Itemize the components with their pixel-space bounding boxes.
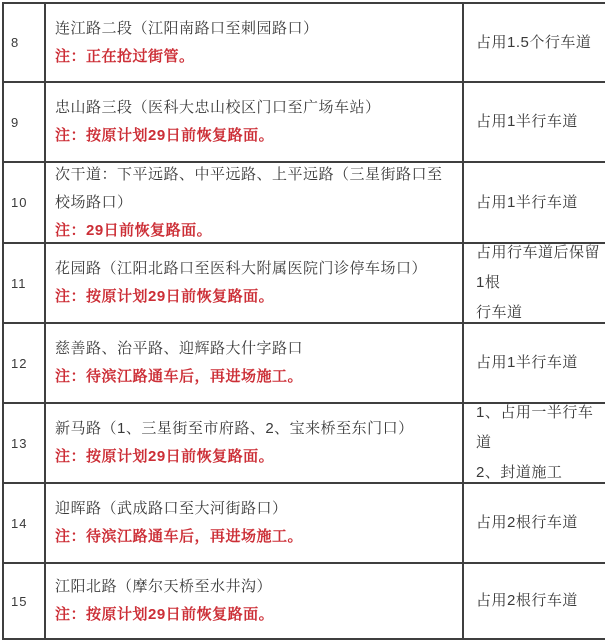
note-text: 注：待滨江路通车后，再进场施工。 <box>55 528 304 545</box>
lane-occupation-line: 占用1.5个行车道 <box>476 33 592 51</box>
row-description-cell <box>46 4 464 81</box>
lane-occupation-line: 行车道 <box>476 304 523 321</box>
row-description-cell <box>46 163 464 242</box>
note-text: 注：按原计划29日前恢复路面。 <box>55 448 275 465</box>
lane-occupation-cell <box>464 244 605 322</box>
table-row <box>4 484 605 564</box>
table-row <box>4 163 605 244</box>
lane-occupation-line: 占用1半行车道 <box>476 354 578 371</box>
row-number: 10 <box>4 163 46 242</box>
lane-occupation-line: 占用2根行车道 <box>476 514 578 531</box>
table-row <box>4 564 605 638</box>
row-number: 15 <box>4 564 46 638</box>
road-name: 迎晖路（武成路口至大河街路口） <box>55 500 288 517</box>
row-description-cell <box>46 324 464 402</box>
road-name: 连江路二段（江阳南路口至刺园路口） <box>55 19 319 37</box>
note-text: 注：29日前恢复路面。 <box>55 221 213 239</box>
road-name: 慈善路、治平路、迎辉路大什字路口 <box>55 340 304 357</box>
lane-occupation-line: 2、封道施工 <box>476 464 563 481</box>
table-row <box>4 83 605 163</box>
row-number: 8 <box>4 4 46 81</box>
lane-occupation-line: 占用1半行车道 <box>476 113 578 130</box>
lane-occupation-cell <box>464 83 605 161</box>
row-number: 9 <box>4 83 46 161</box>
note-text: 注：按原计划29日前恢复路面。 <box>55 606 275 623</box>
row-description-cell <box>46 83 464 161</box>
lane-occupation-cell <box>464 163 605 242</box>
road-name: 江阳北路（摩尔天桥至水井沟） <box>55 578 273 595</box>
table-row <box>4 244 605 324</box>
row-number: 14 <box>4 484 46 562</box>
lane-occupation-cell <box>464 4 605 81</box>
note-text: 注：按原计划29日前恢复路面。 <box>55 127 275 144</box>
lane-occupation-line: 占用1半行车道 <box>476 193 578 211</box>
lane-occupation-line: 占用行车道后保留1根 <box>476 244 601 291</box>
row-description-cell <box>46 484 464 562</box>
lane-occupation-cell <box>464 324 605 402</box>
note-text: 注：正在抢过街管。 <box>55 47 195 65</box>
table-row <box>4 404 605 484</box>
row-number: 13 <box>4 404 46 482</box>
road-name: 忠山路三段（医科大忠山校区门口至广场车站） <box>55 99 381 116</box>
note-text: 注：按原计划29日前恢复路面。 <box>55 288 275 305</box>
road-name: 新马路（1、三星街至市府路、2、宝来桥至东门口） <box>55 420 414 437</box>
lane-occupation-line: 1、占用一半行车道 <box>476 404 594 451</box>
lane-occupation-cell <box>464 484 605 562</box>
row-description-cell <box>46 404 464 482</box>
row-number: 11 <box>4 244 46 322</box>
lane-occupation-cell <box>464 564 605 638</box>
row-description-cell <box>46 244 464 322</box>
row-description-cell <box>46 564 464 638</box>
road-construction-table <box>2 2 605 640</box>
lane-occupation-cell <box>464 404 605 482</box>
lane-occupation-line: 占用2根行车道 <box>476 592 578 609</box>
note-text: 注：待滨江路通车后，再进场施工。 <box>55 368 304 385</box>
road-name: 次干道：下平远路、中平远路、上平远路（三星街路口至校场路口） <box>55 165 443 211</box>
row-number: 12 <box>4 324 46 402</box>
table-row <box>4 4 605 83</box>
table-row <box>4 324 605 404</box>
road-name: 花园路（江阳北路口至医科大附属医院门诊停车场口） <box>55 260 428 277</box>
